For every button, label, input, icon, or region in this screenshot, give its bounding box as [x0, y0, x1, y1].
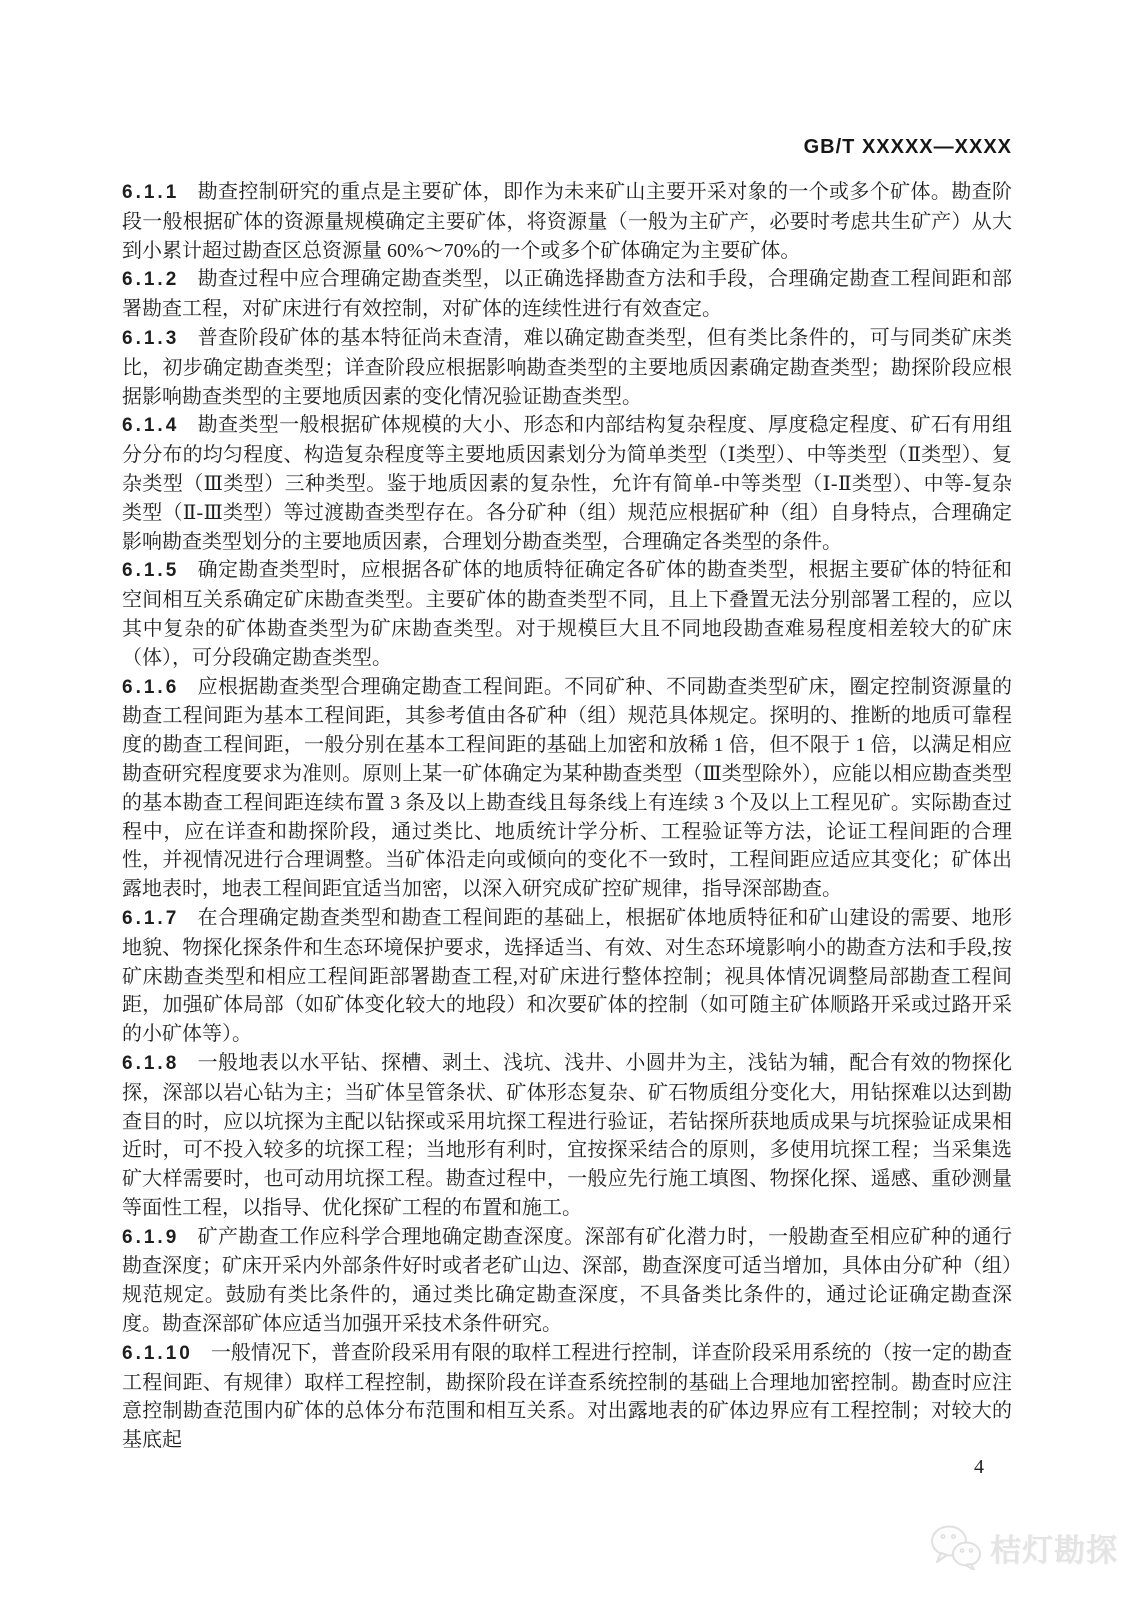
- clause-6-1-1: [122, 178, 1012, 265]
- clause-6-1-10: [122, 1339, 1012, 1455]
- clause-number: 6.1.4: [122, 415, 180, 437]
- wechat-icon: [930, 1524, 982, 1570]
- doc-code: GB/T XXXXX—XXXX: [803, 136, 1012, 158]
- clause-6-1-7: [122, 904, 1012, 1049]
- clause-number: 6.1.1: [122, 182, 180, 203]
- clause-text: 应根据勘查类型合理确定勘查工程间距。不同矿种、不同勘查类型矿床，圈定控制资源量的勘查工程间距为基本工程间距，其参考值由各矿种（组）规范具体规定。探明的、推断的地质可靠程度的勘查工程间距，一般分别在基本工程间距的基础上加密和放稀 1 倍，但不限于 1 倍，以满足相应勘查研究程度要求为准则。原则上某一矿体确定为某种勘查类型（Ⅲ类型除外），应能以相应勘查类型的基本勘查工程间距连续布置 3 条及以上勘查线且每条线上有连续 3 个及以上工程见矿。实际勘查过程中，应在详查和勘探阶段，通过类比、地质统计学分析、工程验证等方法，论证工程间距的合理性，并视情况进行合理调整。当矿体沿走向或倾向的变化不一致时，工程间距应适应其变化；矿体出露地表时，地表工程间距宜适当加密，以深入研究成矿控矿规律，指导深部勘查。: [122, 675, 1012, 901]
- watermark-text: 桔灯勘探: [990, 1532, 1118, 1568]
- clause-text: 确定勘查类型时，应根据各矿体的地质特征确定各矿体的勘查类型，根据主要矿体的特征和空间相互关系确定矿床勘查类型。主要矿体的勘查类型不同，且上下叠置无法分别部署工程的，应以其中复杂的矿体勘查类型为矿床勘查类型。对于规模巨大且不同地段勘查难易程度相差较大的矿床（体），可分段确定勘查类型。: [122, 559, 1012, 669]
- clause-number: 6.1.7: [122, 907, 180, 929]
- clause-6-1-4: [122, 411, 1012, 556]
- clause-6-1-3: [122, 324, 1012, 411]
- clause-text: 一般地表以水平钻、探槽、剥土、浅坑、浅井、小圆井为主，浅钻为辅，配合有效的物探化探，深部以岩心钻为主；当矿体呈管条状、矿体形态复杂、矿石物质组分变化大，用钻探难以达到勘查目的时，应以坑探为主配以钻探或采用坑探工程进行验证，若钻探所获地质成果与坑探验证成果相近时，可不投入较多的坑探工程；当地形有利时，宜按探采结合的原则，多使用坑探工程；当采集选矿大样需要时，也可动用坑探工程。勘查过程中，一般应先行施工填图、物探化探、遥感、重砂测量等面性工程，以指导、优化探矿工程的布置和施工。: [122, 1051, 1012, 1219]
- clause-text: 一般情况下，普查阶段采用有限的取样工程进行控制，详查阶段采用系统的（按一定的勘查工程间距、有规律）取样工程控制，勘探阶段在详查系统控制的基础上合理地加密控制。勘查时应注意控制勘查范围内矿体的总体分布范围和相互关系。对出露地表的矿体边界应有工程控制；对较大的基底起: [122, 1341, 1012, 1452]
- clause-number: 6.1.5: [122, 560, 180, 582]
- clause-6-1-5: [122, 556, 1012, 672]
- clause-number: 6.1.2: [122, 269, 180, 291]
- header: [122, 136, 1012, 159]
- clause-number: 6.1.6: [122, 676, 180, 698]
- clause-text: 勘查类型一般根据矿体规模的大小、形态和内部结构复杂程度、厚度稳定程度、矿石有用组分分布的均匀程度、构造复杂程度等主要地质因素划分为简单类型（Ⅰ类型）、中等类型（Ⅱ类型）、复杂类型（Ⅲ类型）三种类型。鉴于地质因素的复杂性，允许有简单-中等类型（Ⅰ-Ⅱ类型）、中等-复杂类型（Ⅱ-Ⅲ类型）等过渡勘查类型存在。各分矿种（组）规范应根据矿种（组）自身特点，合理确定影响勘查类型划分的主要地质因素，合理划分勘查类型，合理确定各类型的条件。: [122, 414, 1012, 553]
- clause-text: 在合理确定勘查类型和勘查工程间距的基础上，根据矿体地质特征和矿山建设的需要、地形地貌、物探化探条件和生态环境保护要求，选择适当、有效、对生态环境影响小的勘查方法和手段,按矿床勘查类型和相应工程间距部署勘查工程,对矿床进行整体控制；视具体情况调整局部勘查工程间距，加强矿体局部（如矿体变化较大的地段）和次要矿体的控制（如可随主矿体顺路开采或过路开采的小矿体等）。: [122, 906, 1012, 1046]
- watermark: [930, 1524, 1118, 1570]
- clause-text: 普查阶段矿体的基本特征尚未查清，难以确定勘查类型，但有类比条件的，可与同类矿床类比，初步确定勘查类型；详查阶段应根据影响勘查类型的主要地质因素确定勘查类型；勘探阶段应根据影响勘查类型的主要地质因素的变化情况验证勘查类型。: [122, 326, 1012, 408]
- document-body: [122, 178, 1012, 1455]
- clause-text: 勘查过程中应合理确定勘查类型，以正确选择勘查方法和手段，合理确定勘查工程间距和部署勘查工程，对矿床进行有效控制，对矿体的连续性进行有效查定。: [122, 268, 1012, 321]
- clause-text: 勘查控制研究的重点是主要矿体，即作为未来矿山主要开采对象的一个或多个矿体。勘查阶段一般根据矿体的资源量规模确定主要矿体，将资源量（一般为主矿产，必要时考虑共生矿产）从大到小累计超过勘查区总资源量 60%～70%的一个或多个矿体确定为主要矿体。: [122, 181, 1012, 262]
- clause-number: 6.1.9: [122, 1226, 180, 1248]
- clause-6-1-9: [122, 1223, 1012, 1339]
- page-number: 4: [974, 1456, 984, 1478]
- clause-number: 6.1.8: [122, 1052, 180, 1074]
- clause-6-1-2: [122, 265, 1012, 324]
- clause-number: 6.1.3: [122, 327, 180, 349]
- clause-6-1-8: [122, 1049, 1012, 1223]
- clause-text: 矿产勘查工作应科学合理地确定勘查深度。深部有矿化潜力时，一般勘查至相应矿种的通行勘查深度；矿床开采内外部条件好时或者老矿山边、深部，勘查深度可适当增加，具体由分矿种（组）规范规定。鼓励有类比条件的，通过类比确定勘查深度，不具备类比条件的，通过论证确定勘查深度。勘查深部矿体应适当加强开采技术条件研究。: [122, 1225, 1012, 1336]
- clause-number: 6.1.10: [122, 1342, 193, 1364]
- clause-6-1-6: [122, 673, 1012, 904]
